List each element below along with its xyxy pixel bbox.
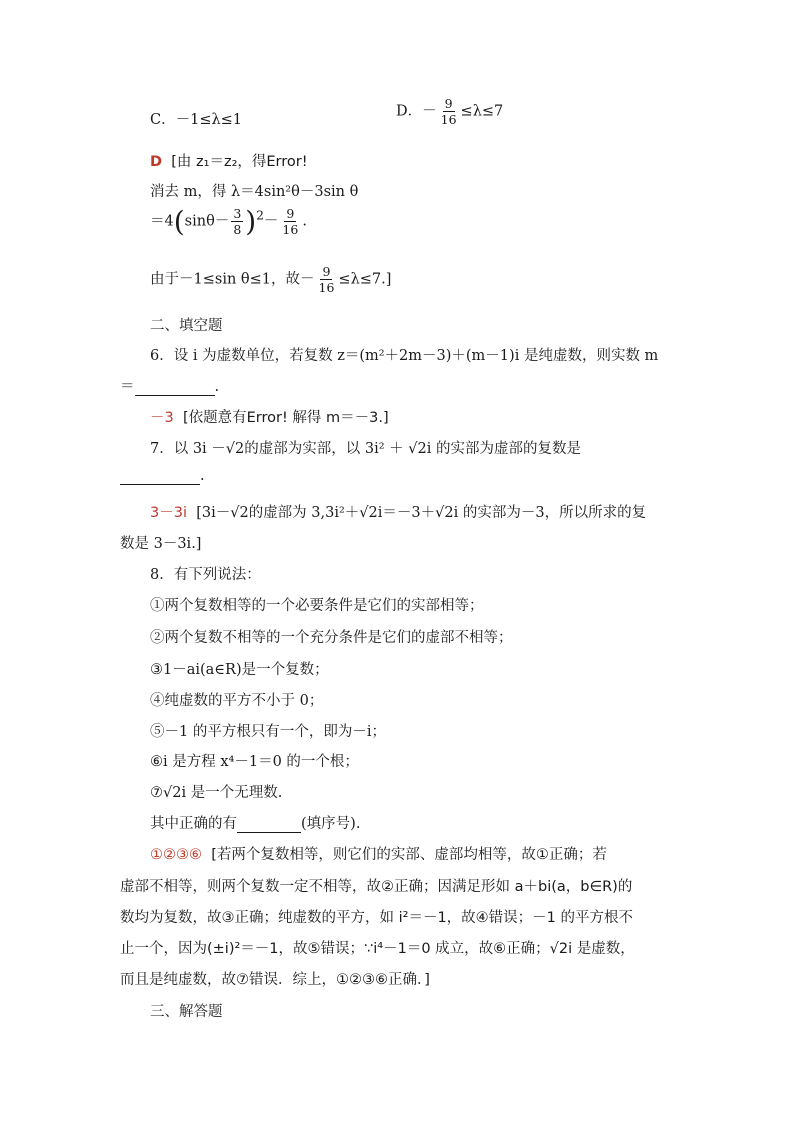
option-d [396, 96, 503, 127]
q6-answer-text: [依题意有Error! 解得 m＝－3.] [182, 410, 389, 426]
q5-line3-frac [231, 206, 243, 237]
q8-item-1: ①两个复数相等的一个必要条件是它们的实部相等； [150, 598, 484, 614]
q5-line4-prefix: 由于－1≤sin θ≤1，故－ [150, 271, 315, 288]
q8-intro: 8．有下列说法： [150, 567, 261, 583]
option-d-fraction [439, 96, 459, 127]
q7-answer-text: [3i－√2的虚部为 3,3i²＋√2i＝－3＋√2i 的实部为－3，所以所求的复 [196, 505, 647, 521]
q5-line3-frac2 [280, 206, 300, 237]
q7-answer [150, 501, 710, 522]
q8-answer-line1 [150, 843, 710, 864]
q5-answer-line2: 消去 m，得 λ＝4sin²θ－3sin θ [150, 184, 359, 200]
q8-item-7: ⑦√2i 是一个无理数. [150, 785, 283, 801]
q5-line3-end: . [302, 213, 307, 230]
q5-line4-suffix: ≤λ≤7.] [338, 271, 392, 288]
q8-item-3: ③1－ai(a∈R)是一个复数； [150, 662, 329, 678]
q8-answer-text1: [若两个复数相等，则它们的实部、虚部均相等，故①正确；若 [211, 847, 607, 863]
q8-question [150, 812, 710, 833]
q6-end: . [214, 379, 220, 395]
q8-answer-value: ①②③⑥ [150, 847, 202, 863]
q5-line4-num: 9 [322, 264, 331, 279]
q5-line3-sup: 2 [256, 208, 264, 223]
q8-item-6: ⑥i 是方程 x⁴－1＝0 的一个根； [150, 754, 359, 770]
q8-answer-line2: 虚部不相等，则两个复数一定不相等，故②正确；因满足形如 a＋bi(a，b∈R)的 [120, 879, 633, 895]
q5-answer-line3: ＝4(sinθ－ $\frac{3}{8}$ )$^2$－ $\frac{9}{16}$ . [150, 205, 307, 238]
option-d-denominator: 16 [440, 112, 457, 127]
section-3-title: 三、解答题 [150, 1004, 223, 1020]
q8-question-prefix: 其中正确的有 [150, 816, 237, 832]
q6-answer-value: －3 [150, 410, 174, 426]
q6-blank [135, 379, 215, 396]
q6-answer [150, 406, 710, 427]
q5-line3-frac2-den: 16 [282, 222, 299, 237]
q5-answer-letter: D [150, 154, 163, 170]
q5-answer-text1: [由 z₁＝z₂，得Error! [171, 154, 308, 170]
q7-blank [120, 468, 200, 485]
q5-line3-frac-den: 8 [233, 222, 242, 237]
q7-end: . [200, 468, 205, 484]
q7-text2 [120, 468, 680, 485]
q7-answer-text2: 数是 3－3i.] [120, 536, 202, 552]
q5-line4-den: 16 [318, 280, 335, 295]
q8-question-suffix: (填序号). [301, 816, 361, 832]
q5-answer-line4 [150, 264, 710, 295]
q5-answer-line1 [150, 150, 710, 171]
q8-answer-line5: 而且是纯虚数，故⑦错误．综上，①②③⑥正确．] [120, 972, 430, 988]
q6-equals: ＝ [120, 379, 135, 395]
q7-answer-value: 3－3i [150, 505, 187, 521]
q8-answer-line3: 数均为复数，故③正确；纯虚数的平方，如 i²＝－1，故④错误；－1 的平方根不 [120, 910, 634, 926]
option-c: C．－1≤λ≤1 [150, 112, 243, 128]
option-d-prefix: D．－ [396, 103, 437, 120]
q7-text: 7．以 3i －√2的虚部为实部，以 3i² ＋ √2i 的实部为虚部的复数是 [150, 441, 581, 457]
q8-blank [237, 816, 301, 833]
section-2-title: 二、填空题 [150, 318, 223, 334]
q5-line3-inner: sinθ－ [184, 213, 230, 230]
q6-text2 [120, 375, 680, 396]
option-d-numerator: 9 [444, 96, 453, 111]
option-d-suffix: ≤λ≤7 [460, 103, 504, 120]
q5-line4-frac [317, 264, 337, 295]
q5-line3-minus: － [263, 213, 279, 230]
q5-line3-frac-num: 3 [233, 206, 242, 221]
q5-line3-frac2-num: 9 [286, 206, 295, 221]
q8-answer-line4: 止一个，因为(±i)²＝－1，故⑤错误；∵i⁴－1＝0 成立，故⑥正确；√2i 是虚数， [120, 941, 635, 957]
q8-item-5: ⑤－1 的平方根只有一个，即为－i； [150, 724, 386, 740]
q6-text: 6．设 i 为虚数单位，若复数 z＝(m²＋2m－3)＋(m－1)i 是纯虚数，则实数 m [150, 348, 659, 364]
q5-line3-prefix: ＝4 [150, 213, 174, 230]
q8-item-4: ④纯虚数的平方不小于 0； [150, 693, 324, 709]
q8-item-2: ②两个复数不相等的一个充分条件是它们的虚部不相等； [150, 630, 513, 646]
